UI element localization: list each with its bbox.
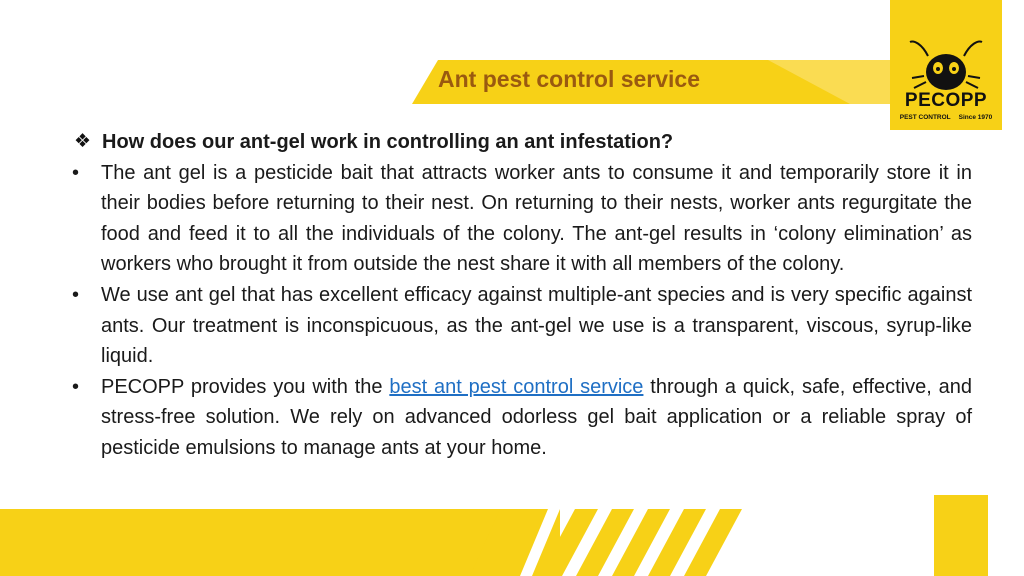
- list-item: [72, 280, 972, 372]
- bullet-text-before: PECOPP provides you with the: [101, 375, 390, 398]
- logo-tagline-text: PEST CONTROL: [899, 114, 951, 121]
- insect-icon: [908, 38, 984, 92]
- section-heading-text: How does our ant-gel work in controlling an ant infestation?: [102, 131, 674, 153]
- list-item: [72, 372, 972, 464]
- logo-tagline: [890, 114, 1002, 121]
- section-heading: [72, 127, 972, 158]
- list-item: [72, 158, 972, 280]
- content-area: [72, 127, 972, 464]
- logo-since: Since 1970: [958, 114, 993, 121]
- bullet-text-after: through a quick, safe, effective, and stress-free solution. We rely on advanced odorless gel bait application or a reliable spray of pesticide emulsions to manage ants at your home.: [101, 375, 972, 459]
- bottom-stripe-band: [0, 495, 1024, 576]
- pecopp-logo: [890, 0, 1002, 130]
- title-banner: [0, 0, 1024, 110]
- bullet-icon: •: [72, 161, 80, 184]
- bullet-icon: •: [72, 283, 80, 306]
- logo-name: PECOPP: [904, 90, 988, 111]
- page-title: Ant pest control service: [438, 66, 701, 92]
- bullet-list: [72, 158, 972, 464]
- bullet-text: We use ant gel that has excellent efficacy against multiple-ant species and is very specific against ants. Our treatment is inconspicuous, as the ant-gel we use is a transparent, viscous, syrup-like liquid.: [101, 283, 972, 368]
- diamond-bullet-icon: ❖: [74, 131, 92, 152]
- service-link[interactable]: best ant pest control service: [389, 375, 644, 398]
- bullet-text: The ant gel is a pesticide bait that attracts worker ants to consume it and temporarily store it in their bodies before returning to their nest. On returning to their nests, worker ants regurgitate the food and feed it to all the individuals of the colony. The ant-gel results in ‘colony elimination’ as workers who brought it from outside the nest share it with all members of the colony.: [101, 161, 972, 276]
- bullet-icon: •: [72, 375, 80, 398]
